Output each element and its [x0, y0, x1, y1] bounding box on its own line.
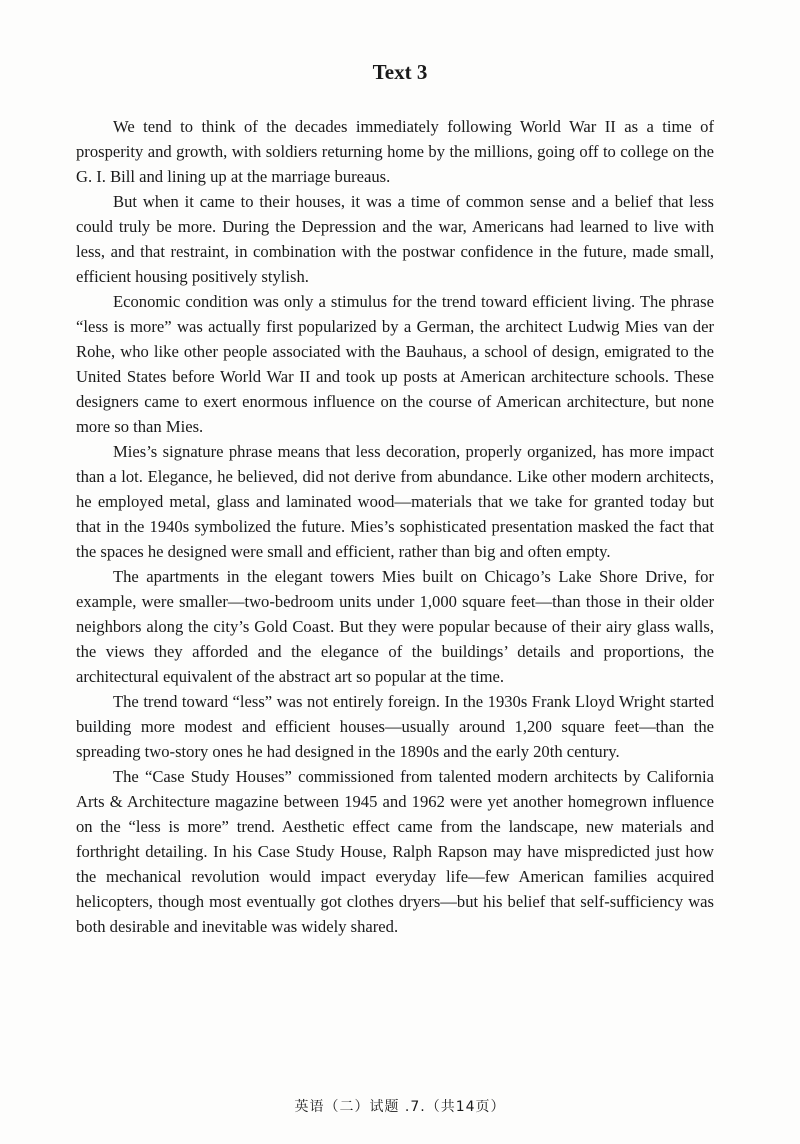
section-title: Text 3 — [372, 60, 428, 84]
paragraph-1: We tend to think of the decades immediately following World War II as a time of prosperity and growth, with soldiers returning home by the millions, going off to college on the G. I. Bill and lining up at the marriage bureaus. — [76, 117, 714, 186]
paragraph-5: The apartments in the elegant towers Mies built on Chicago’s Lake Shore Drive, for example, were smaller—two-bedroom units under 1,000 square feet—than those in their older neighbors along the city’s Gold Coast. But they were popular because of their airy glass walls, the views they afforded and the elegance of the buildings’ details and proportions, the architectural equivalent of the abstract art so popular at the time. — [76, 567, 714, 686]
passage-body — [76, 114, 714, 939]
paragraph-7: The “Case Study Houses” commissioned from talented modern architects by California Arts & Architecture magazine between 1945 and 1962 were yet another homegrown influence on the “less is more” trend. Aesthetic effect came from the landscape, new materials and forthright detailing. In his Case Study House, Ralph Rapson may have mispredicted just how the mechanical revolution would impact everyday life—few American families acquired helicopters, though most eventually got clothes dryers—but his belief that self-sufficiency was both desirable and inevitable was widely shared. — [76, 767, 714, 936]
paragraph-3: Economic condition was only a stimulus for the trend toward efficient living. The phrase “less is more” was actually first popularized by a German, the architect Ludwig Mies van der Rohe, who like other people associated with the Bauhaus, a school of design, emigrated to the United States before World War II and took up posts at American architecture schools. These designers came to exert enormous influence on the course of American architecture, but none more so than Mies. — [76, 292, 714, 436]
paragraph-4: Mies’s signature phrase means that less decoration, properly organized, has more impact than a lot. Elegance, he believed, did not derive from abundance. Like other modern architects, he employed metal, glass and laminated wood—materials that we take for granted today but that in the 1940s symbolized the future. Mies’s sophisticated presentation masked the fact that the spaces he designed were small and efficient, rather than big and often empty. — [76, 442, 714, 561]
page-footer: 英语（二）试题 .7.（共14页） — [294, 1099, 506, 1115]
paragraph-6: The trend toward “less” was not entirely foreign. In the 1930s Frank Lloyd Wright started building more modest and efficient houses—usually around 1,200 square feet—than the spreading two-story ones he had designed in the 1890s and the early 20th century. — [76, 692, 714, 761]
paragraph-2: But when it came to their houses, it was a time of common sense and a belief that less could truly be more. During the Depression and the war, Americans had learned to live with less, and that restraint, in combination with the postwar confidence in the future, made small, efficient housing positively stylish. — [76, 192, 714, 286]
